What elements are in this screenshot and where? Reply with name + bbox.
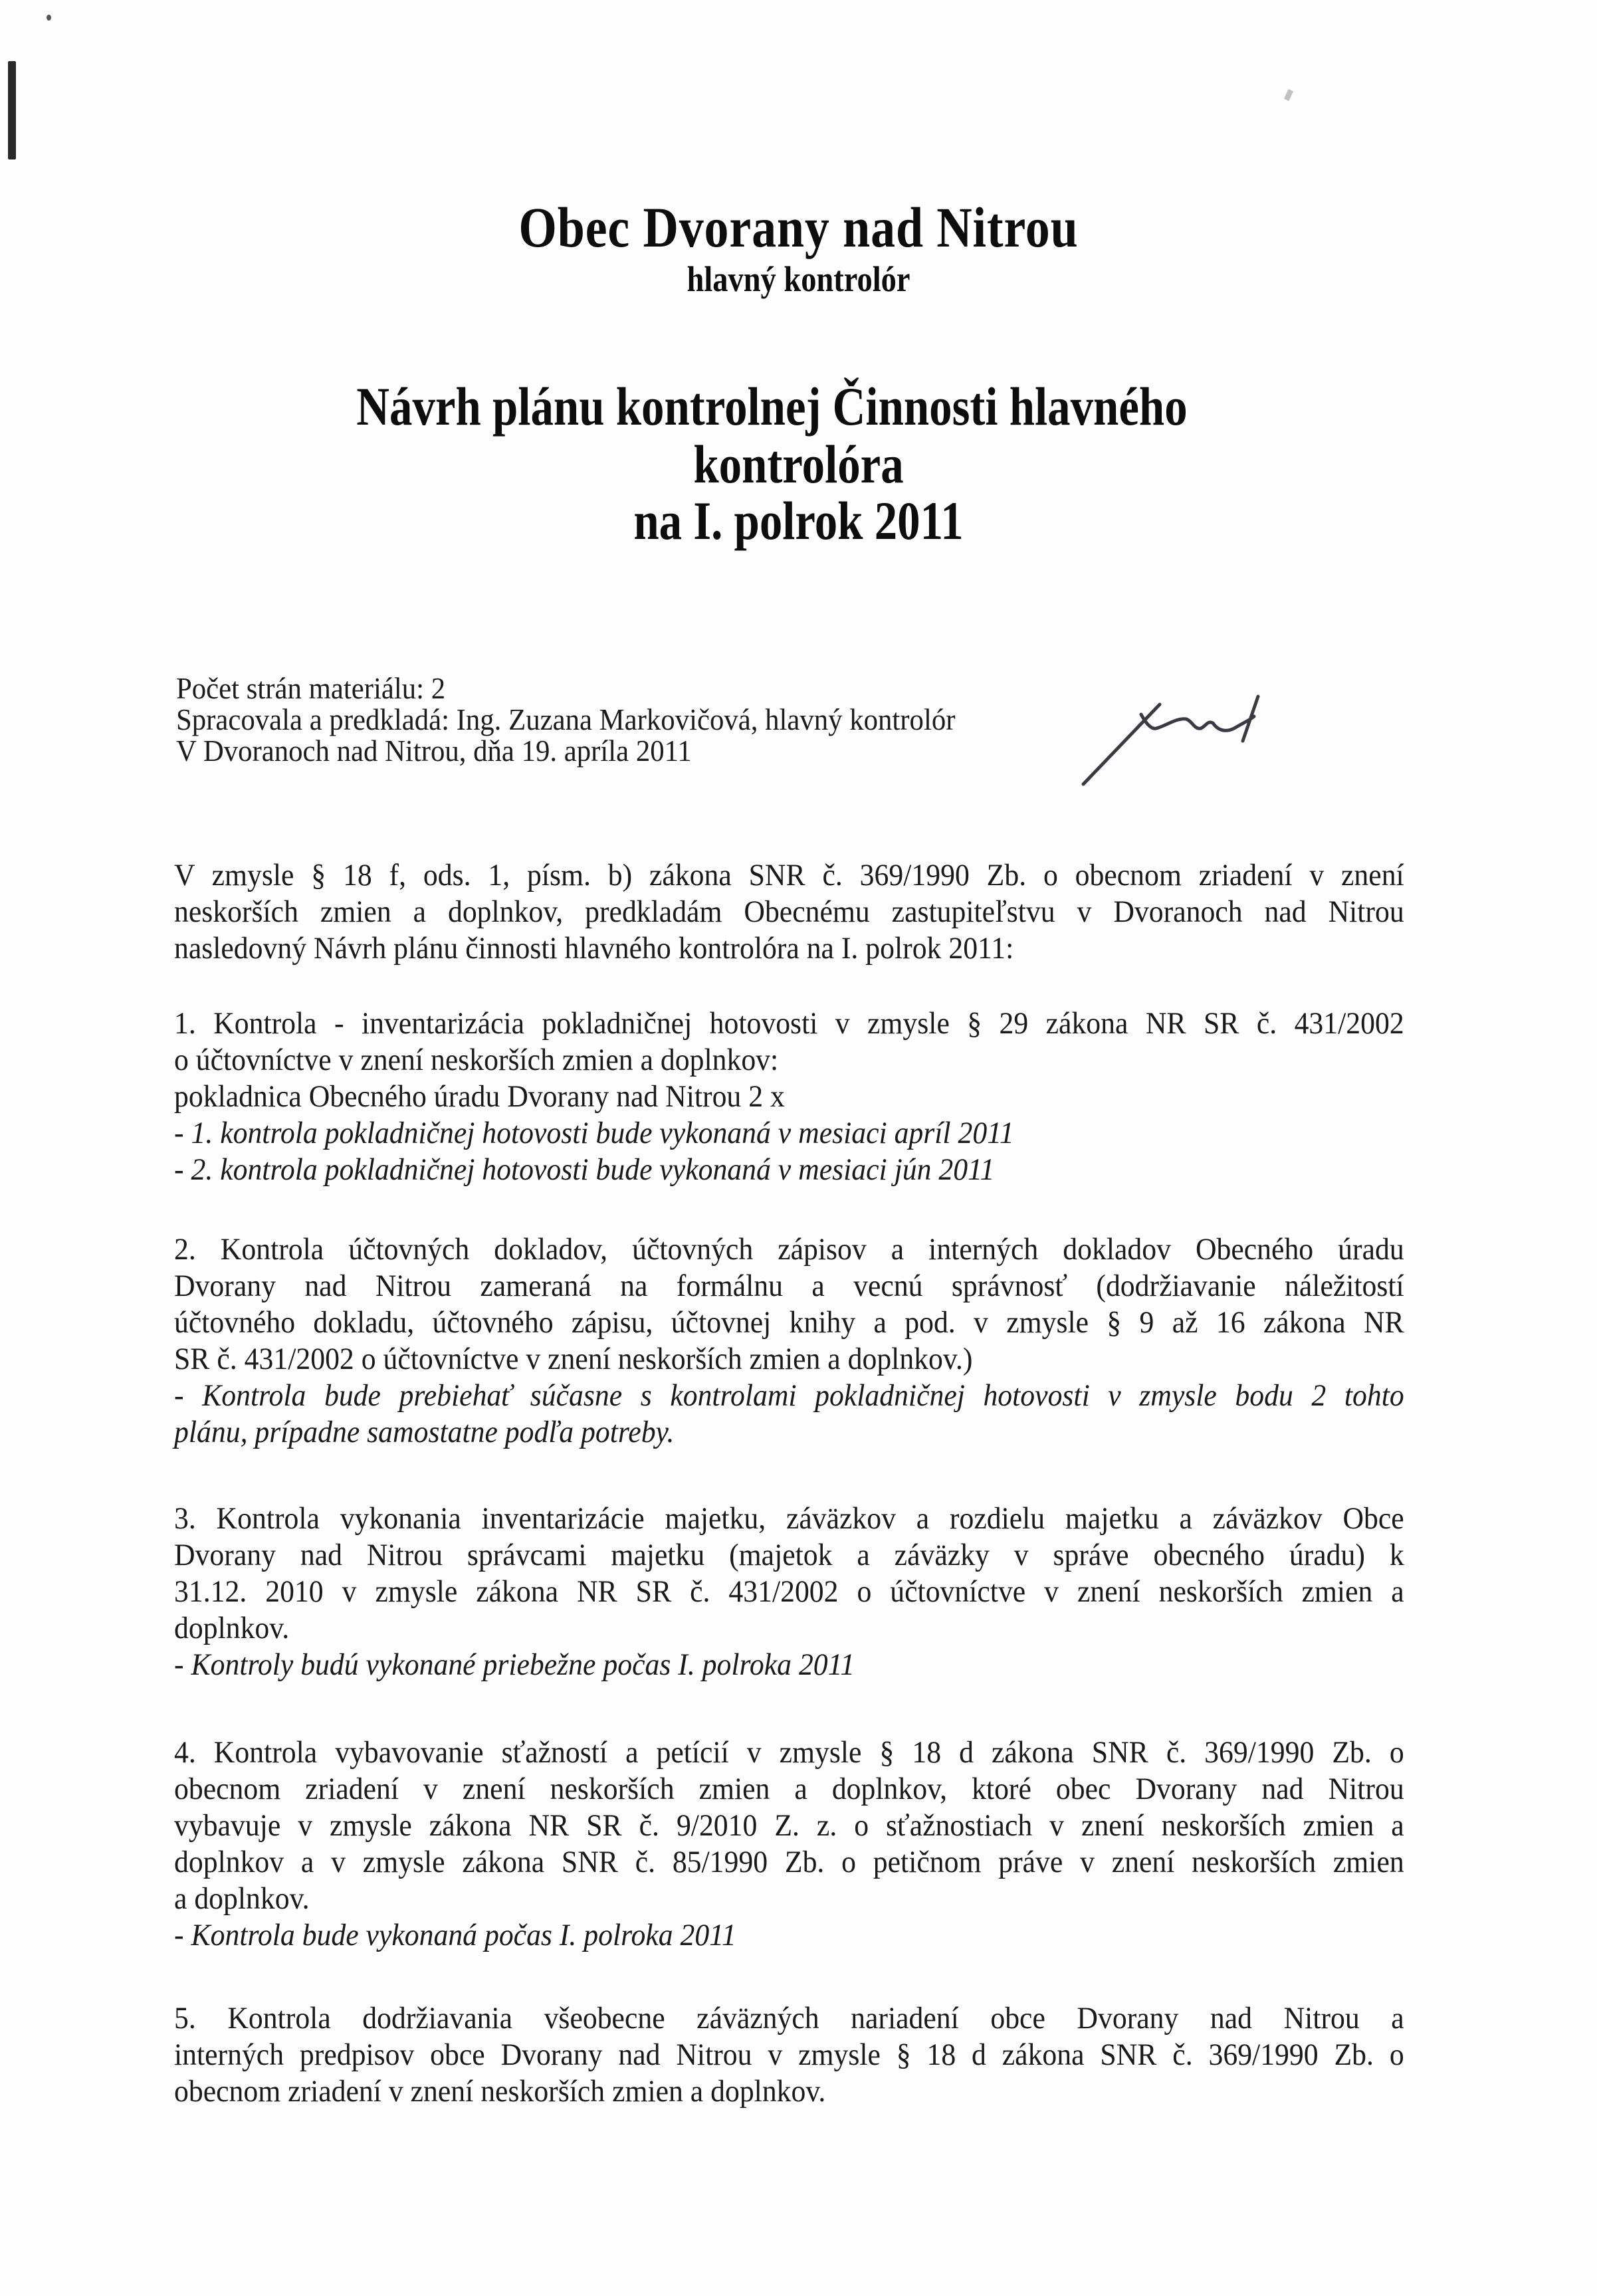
item-line: pokladnica Obecného úradu Dvorany nad Nitrou 2 x (174, 1079, 785, 1114)
item-note: - 2. kontrola pokladničnej hotovosti bude vykonaná v mesiaci jún 2011 (174, 1152, 995, 1187)
plan-item-2 (174, 1231, 1404, 1451)
prepared-by: Spracovala a predkladá: Ing. Zuzana Markovičová, hlavný kontrolór (176, 702, 956, 736)
item-note: - 1. kontrola pokladničnej hotovosti bude vykonaná v mesiaci apríl 2011 (174, 1116, 1014, 1150)
intro-paragraph (174, 857, 1404, 967)
item-line: účtovného dokladu, účtovného zápisu, účtovnej knihy a pod. v zmysle § 9 až 16 zákona NR (174, 1305, 1404, 1340)
document-title-line-2: kontrolóra (693, 434, 904, 494)
intro-line: V zmysle § 18 f, ods. 1, písm. b) zákona SNR č. 369/1990 Zb. o obecnom zriadení v znení (174, 858, 1404, 892)
item-note: - Kontroly budú vykonané priebežne počas I. polroka 2011 (174, 1647, 855, 1682)
item-line: 3. Kontrola vykonania inventarizácie majetku, záväzkov a rozdielu majetku a záväzkov Obce (174, 1501, 1404, 1536)
organization-role: hlavný kontrolór (687, 259, 910, 299)
item-line: a doplnkov. (174, 1881, 310, 1916)
item-line: SR č. 431/2002 o účtovníctve v znení neskorších zmien a doplnkov.) (174, 1342, 973, 1376)
item-note: - Kontrola bude vykonaná počas I. polroka 2011 (174, 1918, 736, 1952)
page-count: Počet strán materiálu: 2 (176, 671, 446, 705)
item-line: doplnkov a v zmysle zákona SNR č. 85/1990 Zb. o petičnom práve v znení neskorších zmien (174, 1845, 1404, 1879)
plan-item-1 (174, 1005, 1404, 1188)
intro-line: nasledovný Návrh plánu činnosti hlavného kontrolóra na I. polrok 2011: (174, 931, 1014, 966)
item-line: 1. Kontrola - inventarizácia pokladničnej hotovosti v zmysle § 29 zákona NR SR č. 431/2002 (174, 1006, 1404, 1041)
item-line: 4. Kontrola vybavovanie sťažností a petícií v zmysle § 18 d zákona SNR č. 369/1990 Zb. o (174, 1735, 1404, 1770)
item-line: 2. Kontrola účtovných dokladov, účtovných zápisov a interných dokladov Obecného úradu (174, 1232, 1404, 1267)
margin-mark (8, 61, 16, 159)
item-line: vybavuje v zmysle zákona NR SR č. 9/2010 Z. z. o sťažnostiach v znení neskorších zmien a (174, 1808, 1404, 1843)
document-title-line-1: Návrh plánu kontrolnej Činnosti hlavného (356, 376, 1188, 437)
plan-item-3 (174, 1501, 1404, 1683)
item-line: 31.12. 2010 v zmysle zákona NR SR č. 431/2002 o účtovníctve v znení neskorších zmien a (174, 1574, 1404, 1609)
scan-speck (1284, 89, 1293, 101)
item-note: - Kontrola bude prebiehať súčasne s kontrolami pokladničnej hotovosti v zmysle bodu 2 tohto (174, 1378, 1404, 1413)
item-note: plánu, prípadne samostatne podľa potreby. (174, 1415, 675, 1449)
plan-item-4 (174, 1734, 1404, 1954)
item-line: obecnom zriadení v znení neskorších zmien a doplnkov. (174, 2074, 826, 2109)
item-line: o účtovníctve v znení neskorších zmien a doplnkov: (174, 1043, 779, 1077)
scan-speck (47, 15, 51, 21)
item-line: 5. Kontrola dodržiavania všeobecne záväzných nariadení obce Dvorany nad Nitrou a (174, 2001, 1404, 2035)
plan-item-5 (174, 2000, 1404, 2110)
item-line: interných predpisov obce Dvorany nad Nitrou v zmysle § 18 d zákona SNR č. 369/1990 Zb. o (174, 2037, 1404, 2072)
place-date: V Dvoranoch nad Nitrou, dňa 19. apríla 2011 (176, 734, 692, 768)
item-line: Dvorany nad Nitrou zameraná na formálnu a vecnú správnosť (dodržiavanie náležitostí (174, 1269, 1404, 1303)
organization-name: Obec Dvorany nad Nitrou (518, 195, 1079, 259)
document-title-line-3: na I. polrok 2011 (633, 490, 964, 551)
item-line: doplnkov. (174, 1611, 290, 1645)
handwritten-signature (1060, 678, 1299, 791)
intro-line: neskorších zmien a doplnkov, predkladám Obecnému zastupiteľstvu v Dvoranoch nad Nitrou (174, 894, 1404, 929)
item-line: Dvorany nad Nitrou správcami majetku (majetok a záväzky v správe obecného úradu) k (174, 1538, 1404, 1572)
item-line: obecnom zriadení v znení neskorších zmien a doplnkov, ktoré obec Dvorany nad Nitrou (174, 1772, 1404, 1806)
